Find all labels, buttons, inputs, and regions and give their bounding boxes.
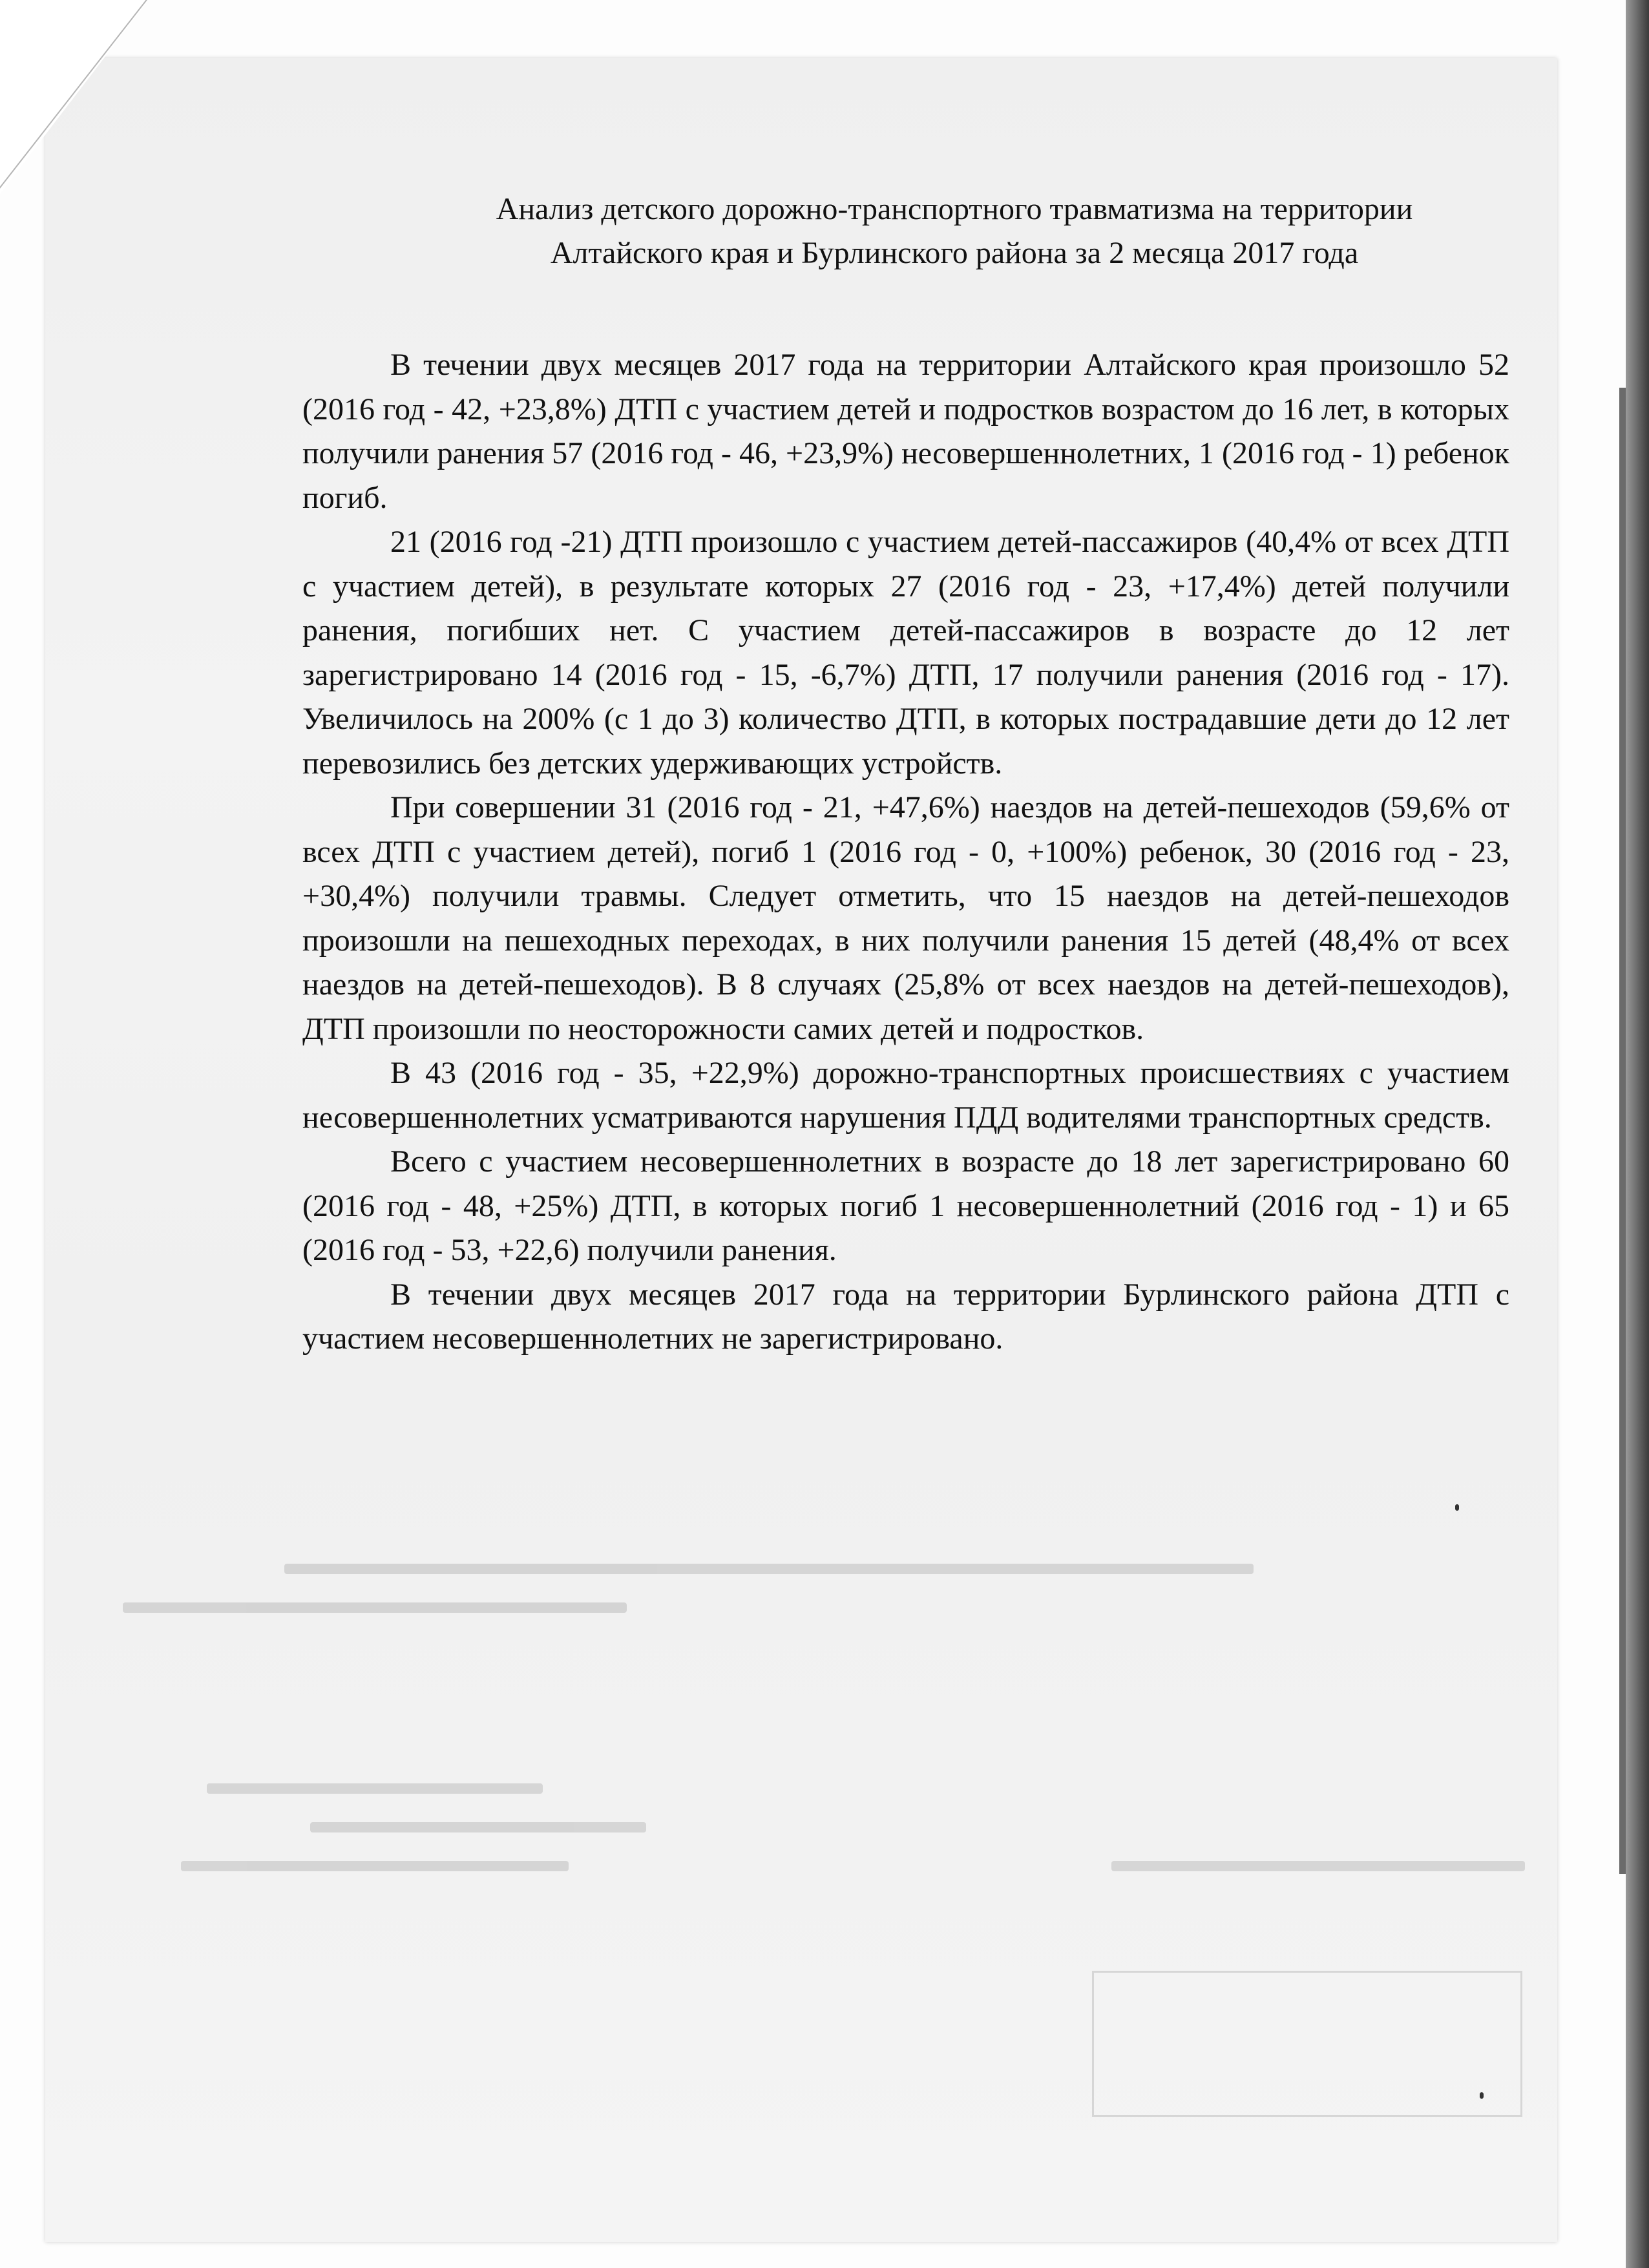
paragraph: При совершении 31 (2016 год - 21, +47,6%) наездов на детей-пешеходов (59,6% от всех ДТП с участием детей), погиб 1 (2016 год - 0, +100%) ребенок, 30 (2016 год - 23, +30,4%) получили травмы. Следует отметить, что 15 наездов на детей-пешеходов произошли на пешеходных переходах, в них получили ранения 15 детей (48,4% от всех наездов на детей-пешеходов). В 8 случаях (25,8% от всех наездов на детей-пешеходов), ДТП произошли по неосторожности самих детей и подростков. (302, 790, 1509, 1046)
folded-corner (0, 0, 149, 194)
document-body (302, 187, 1509, 1361)
title-line: Анализ детского дорожно-транспортного травматизма на территории (496, 192, 1413, 226)
scan-speck (1480, 2092, 1484, 2099)
show-through-text (123, 1564, 1544, 2113)
paragraph: Всего с участием несовершеннолетних в возрасте до 18 лет зарегистрировано 60 (2016 год - 48, +25%) ДТП, в которых погиб 1 несовершеннолетний (2016 год - 1) и 65 (2016 год - 53, +22,6) получили ранения. (302, 1144, 1509, 1267)
paragraph: В течении двух месяцев 2017 года на территории Бурлинского района ДТП с участием несовершеннолетних не зарегистрировано. (302, 1277, 1509, 1356)
paragraph: В течении двух месяцев 2017 года на территории Алтайского края произошло 52 (2016 год - 42, +23,8%) ДТП с участием детей и подростков возрастом до 16 лет, в которых получили ранения 57 (2016 год - 46, +23,9%) несовершеннолетних, 1 (2016 год - 1) ребенок погиб. (302, 348, 1509, 515)
document-title (302, 187, 1509, 275)
scan-speck (1455, 1504, 1459, 1511)
scanner-edge (1626, 0, 1649, 2268)
title-line: Алтайского края и Бурлинского района за 2 месяца 2017 года (550, 236, 1359, 270)
paragraph: В 43 (2016 год - 35, +22,9%) дорожно-транспортных происшествиях с участием несовершеннолетних усматриваются нарушения ПДД водителями транспортных средств. (302, 1056, 1509, 1135)
scanner-edge-shadow (1619, 388, 1626, 1874)
paragraph: 21 (2016 год -21) ДТП произошло с участием детей-пассажиров (40,4% от всех ДТП с участием детей), в результате которых 27 (2016 год - 23, +17,4%) детей получили ранения, погибших нет. С участием детей-пассажиров в возрасте до 12 лет зарегистрировано 14 (2016 год - 15, -6,7%) ДТП, 17 получили ранения (2016 год - 17). Увеличилось на 200% (с 1 до 3) количество ДТП, в которых пострадавшие дети до 12 лет перевозились без детских удерживающих устройств. (302, 525, 1509, 781)
